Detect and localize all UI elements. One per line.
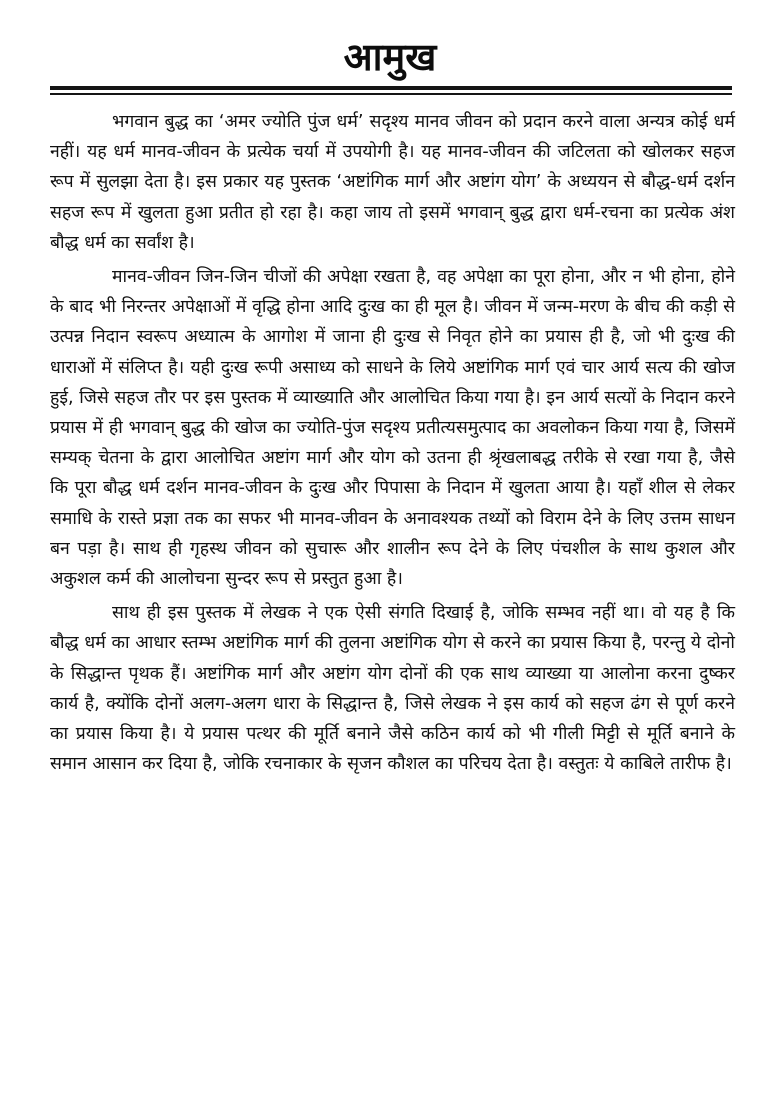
paragraph-1: भगवान बुद्ध का ‘अमर ज्योति पुंज धर्म’ सदृश्य मानव जीवन को प्रदान करने वाला अन्यत्र कोई धर्म नहीं। यह धर्म मानव-जीवन के प्रत्येक चर्या में उपयोगी है। यह मानव-जीवन की जटिलता को खोलकर सहज रूप में सुलझा देता है। इस प्रकार यह पुस्तक ‘अष्टांगिक मार्ग और अष्टांग योग’ के अध्ययन से बौद्ध-धर्म दर्शन सहज रूप में खुलता हुआ प्रतीत हो रहा है। कहा जाय तो इसमें भगवान् बुद्ध द्वारा धर्म-रचना का प्रत्येक अंश बौद्ध धर्म का सर्वांश है। — [50, 112, 735, 253]
page-title: आमुख — [343, 35, 437, 79]
title-rule-thin — [50, 93, 732, 95]
body-text — [50, 107, 735, 783]
paragraph-2: मानव-जीवन जिन-जिन चीजों की अपेक्षा रखता है, वह अपेक्षा का पूरा होना, और न भी होना, होने के बाद भी निरन्तर अपेक्षाओं में वृद्धि होना आदि दुःख का ही मूल है। जीवन में जन्म-मरण के बीच की कड़ी से उत्पन्न निदान स्वरूप अध्यात्म के आगोश में जाना ही दुःख से निवृत होने का प्रयास ही है, जो भी दुःख की धाराओं में संलिप्त है। यही दुःख रूपी असाध्य को साधने के लिये अष्टांगिक मार्ग एवं चार आर्य सत्य की खोज हुई, जिसे सहज तौर पर इस पुस्तक में व्याख्याति और आलोचित किया गया है। इन आर्य सत्यों के निदान करने प्रयास में ही भगवान् बुद्ध की खोज का ज्योति-पुंज सदृश्य प्रतीत्यसमुत्पाद का अवलोकन किया गया है, जिसमें सम्यक् चेतना के द्वारा आलोचित अष्टांग मार्ग और योग को उतना ही श्रृंखलाबद्ध तरीके से रखा गया है, जैसे कि पूरा बौद्ध धर्म दर्शन मानव-जीवन के दुःख और पिपासा के निदान में खुलता आया है। यहाँ शील से लेकर समाधि के रास्ते प्रज्ञा तक का सफर भी मानव-जीवन के अनावश्यक तथ्यों को विराम देने के लिए उत्तम साधन बन पड़ा है। साथ ही गृहस्थ जीवन को सुचारू और शालीन रूप देने के लिए पंचशील के साथ कुशल और अकुशल कर्म की आलोचना सुन्दर रूप से प्रस्तुत हुआ है। — [50, 267, 735, 590]
title-rule-thick — [50, 86, 732, 90]
paragraph-3: साथ ही इस पुस्तक में लेखक ने एक ऐसी संगति दिखाई है, जोकि सम्भव नहीं था। वो यह है कि बौद्ध धर्म का आधार स्तम्भ अष्टांगिक मार्ग की तुलना अष्टांगिक योग से करने का प्रयास किया है, परन्तु ये दोनो के सिद्धान्त पृथक हैं। अष्टांगिक मार्ग और अष्टांग योग दोनों की एक साथ व्याख्या या आलोना करना दुष्कर कार्य है, क्योंकि दोनों अलग-अलग धारा के सिद्धान्त है, जिसे लेखक ने इस कार्य को सहज ढंग से पूर्ण करने का प्रयास किया है। ये प्रयास पत्थर की मूर्ति बनाने जैसे कठिन कार्य को भी गीली मिट्टी से मूर्ति बनाने के समान आसान कर दिया है, जोकि रचनाकार के सृजन कौशल का परिचय देता है। वस्तुतः ये काबिले तारीफ है। — [50, 603, 735, 775]
